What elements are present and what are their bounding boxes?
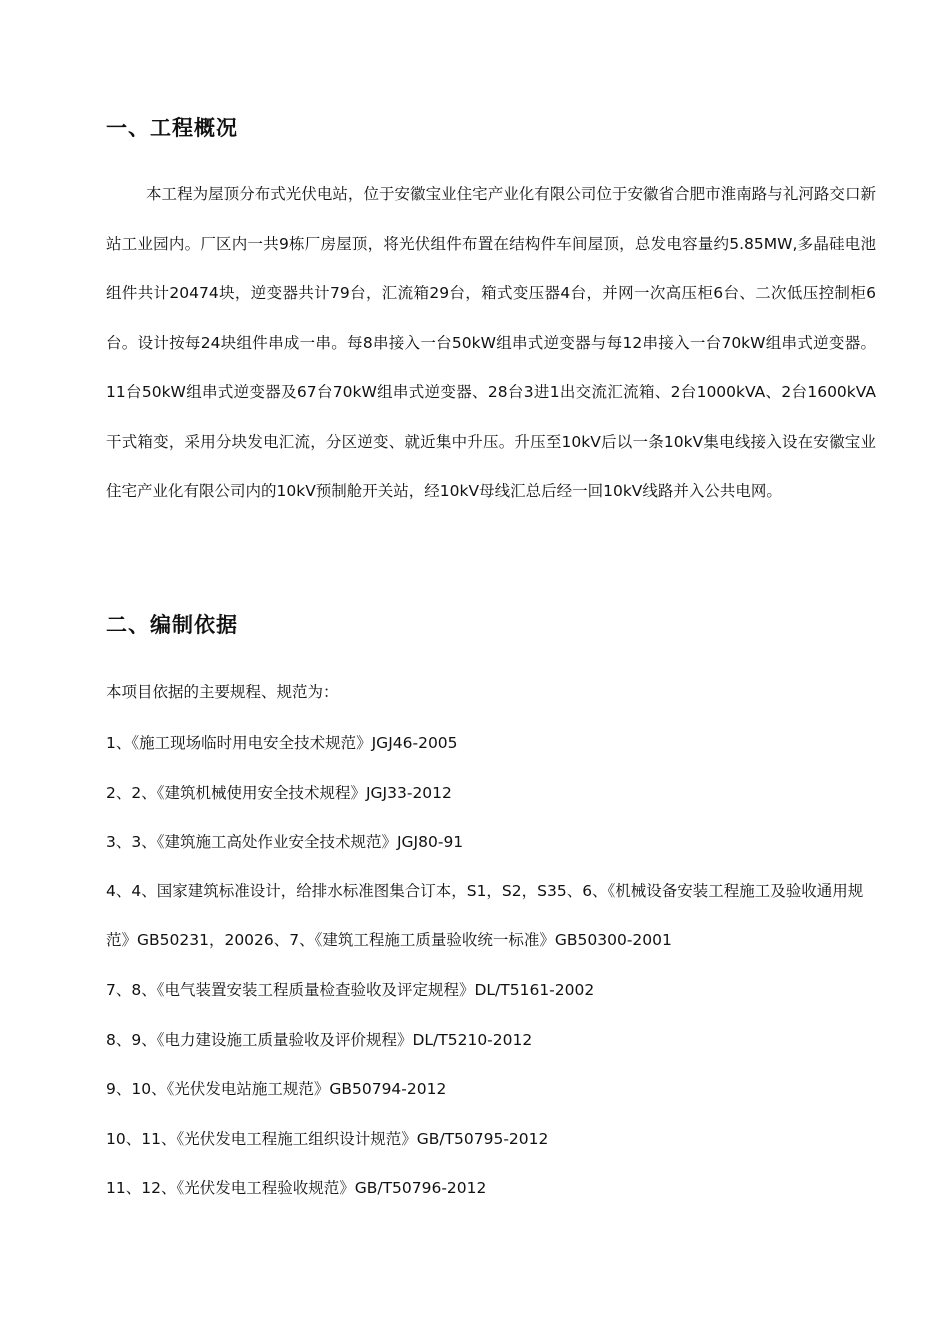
reference-list	[106, 728, 876, 1223]
reference-item: 11、12、《光伏发电工程验收规范》GB/T50796-2012	[106, 1179, 487, 1197]
reference-item: 4、4、国家建筑标准设计，给排水标准图集合订本，S1，S2，S35、6、《机械设备安装工程施工及验收通用规范》GB50231，20026、7、《建筑工程施工质量验收统一标准》GB50300-2001	[106, 881, 864, 949]
reference-item: 1、《施工现场临时用电安全技术规范》JGJ46-2005	[106, 734, 458, 752]
reference-item: 2、2、《建筑机械使用安全技术规程》JGJ33-2012	[106, 783, 452, 802]
reference-item: 3、3、《建筑施工高处作业安全技术规范》JGJ80-91	[106, 833, 464, 851]
reference-item: 10、11、《光伏发电工程施工组织设计规范》GB/T50795-2012	[106, 1129, 549, 1148]
overview-paragraph: 本工程为屋顶分布式光伏电站，位于安徽宝业住宅产业化有限公司位于安徽省合肥市淮南路与礼河路交口新站工业园内。厂区内一共9栋厂房屋顶，将光伏组件布置在结构件车间屋顶，总发电容量约5.85MW,多晶硅电池组件共计20474块，逆变器共计79台，汇流箱29台，箱式变压器4台，并网一次高压柜6台、二次低压控制柜6台。设计按每24块组件串成一串。每8串接入一台50kW组串式逆变器与每12串接入一台70kW组串式逆变器。11台50kW组串式逆变器及67台70kW组串式逆变器、28台3进1出交流汇流箱、2台1000kVA、2台1600kVA干式箱变，采用分块发电汇流，分区逆变、就近集中升压。升压至10kV后以一条10kV集电线接入设在安徽宝业住宅产业化有限公司内的10kV预制舱开关站，经10kV母线汇总后经一回10kV线路并入公共电网。	[106, 185, 876, 500]
reference-item: 7、8、《电气装置安装工程质量检查验收及评定规程》DL/T5161-2002	[106, 981, 595, 999]
reference-item: 8、9、《电力建设施工质量验收及评价规程》DL/T5210-2012	[106, 1030, 533, 1049]
section-heading-overview: 一、工程概况	[106, 116, 238, 140]
section-heading-basis: 二、编制依据	[106, 613, 238, 637]
reference-item: 9、10、《光伏发电站施工规范》GB50794-2012	[106, 1080, 447, 1098]
basis-intro: 本项目依据的主要规程、规范为：	[106, 683, 339, 701]
